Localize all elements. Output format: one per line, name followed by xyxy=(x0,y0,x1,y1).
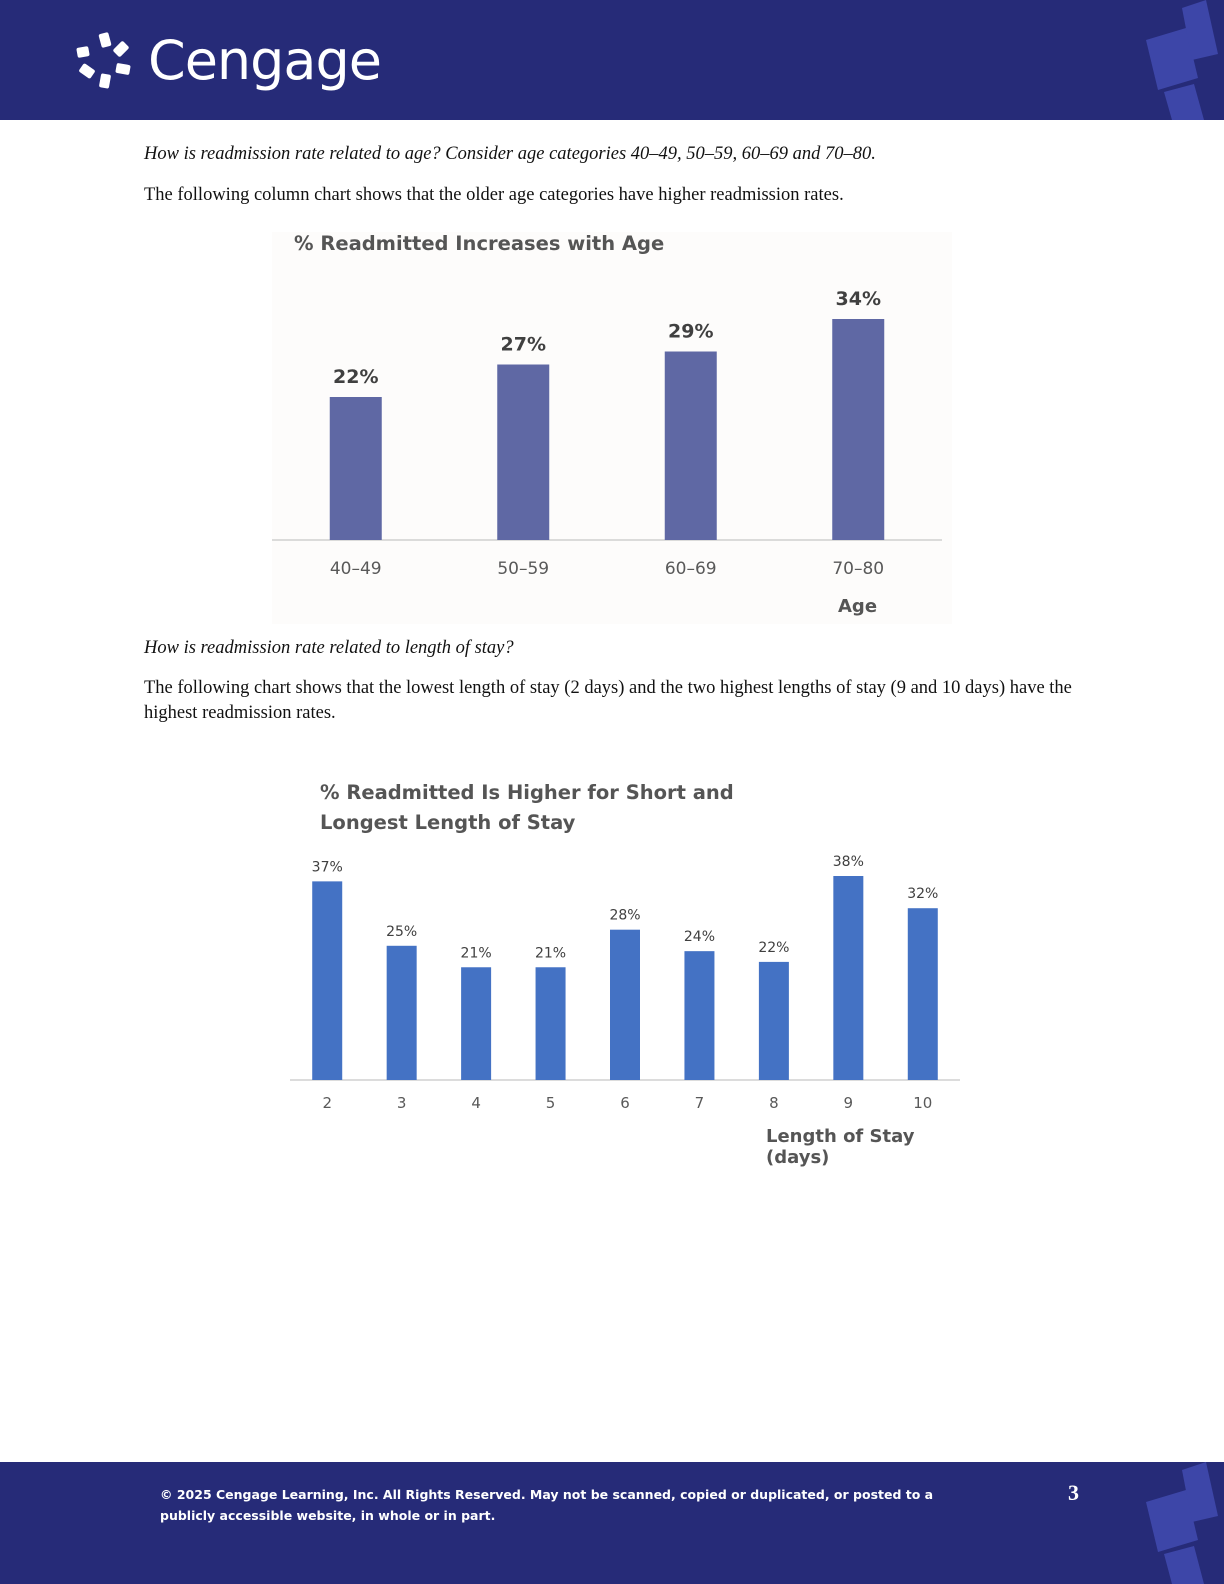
question-age: How is readmission rate related to age? Consider age categories 40–49, 50–59, 60–69 and 70–80. xyxy=(144,144,876,164)
page-number: 3 xyxy=(1068,1480,1079,1505)
tick-label: 4 xyxy=(471,1094,481,1112)
chart-title: % Readmitted Increases with Age xyxy=(294,232,665,255)
bar xyxy=(684,951,714,1080)
data-label: 37% xyxy=(311,859,343,876)
tick-label: 8 xyxy=(769,1094,779,1112)
tick-label: 7 xyxy=(694,1094,705,1112)
data-label: 21% xyxy=(534,945,567,962)
bar xyxy=(759,962,789,1080)
bar xyxy=(387,946,417,1080)
bar xyxy=(536,967,566,1080)
data-label: 22% xyxy=(758,939,790,956)
page-footer xyxy=(0,1462,1224,1584)
tick-label: 5 xyxy=(545,1094,556,1112)
age-chart xyxy=(272,232,952,624)
cengage-logo xyxy=(74,30,381,92)
tick-label: 50–59 xyxy=(497,559,550,579)
page-header xyxy=(0,0,1224,120)
bar xyxy=(461,967,491,1080)
brand-name: Cengage xyxy=(148,29,382,92)
bar xyxy=(833,876,863,1080)
data-label: 24% xyxy=(683,929,716,946)
bar xyxy=(832,319,884,540)
answer-length-of-stay: The following chart shows that the lowest length of stay (2 days) and the two highest lengths of stay (9 and 10 days) have the highest readmission rates. xyxy=(144,678,1072,723)
data-label: 25% xyxy=(386,923,418,940)
data-label: 34% xyxy=(835,288,881,310)
bar xyxy=(610,930,640,1080)
x-axis-label: Age xyxy=(838,596,878,617)
bar xyxy=(497,365,549,541)
decorative-shape-icon xyxy=(1134,1462,1224,1584)
tick-label: 40–49 xyxy=(329,559,382,579)
answer-age: The following column chart shows that the older age categories have higher readmission rates. xyxy=(144,185,844,205)
data-label: 22% xyxy=(333,366,379,388)
length-of-stay-chart-plot xyxy=(290,770,980,1170)
question-length-of-stay: How is readmission rate related to length of stay? xyxy=(144,638,514,658)
tick-label: 6 xyxy=(620,1094,630,1112)
tick-label: 3 xyxy=(396,1094,407,1112)
data-label: 21% xyxy=(460,945,492,962)
bar xyxy=(908,908,938,1080)
bar xyxy=(330,397,382,540)
tick-label: 10 xyxy=(913,1094,933,1112)
length-of-stay-chart xyxy=(290,770,980,1170)
tick-label: 2 xyxy=(322,1094,332,1112)
data-label: 28% xyxy=(609,907,641,924)
decorative-shape-icon xyxy=(1134,0,1224,120)
bar xyxy=(312,881,342,1080)
data-label: 32% xyxy=(907,886,939,903)
bar xyxy=(665,352,717,541)
tick-label: 9 xyxy=(843,1094,854,1112)
copyright-notice: © 2025 Cengage Learning, Inc. All Rights Reserved. May not be scanned, copied or duplicated, or posted to a publicly accessible website, in whole or in part. xyxy=(160,1487,934,1523)
age-chart-plot xyxy=(272,232,952,624)
data-label: 29% xyxy=(668,320,714,343)
data-label: 27% xyxy=(500,333,546,356)
chart-title: % Readmitted Is Higher for Short and Longest Length of Stay xyxy=(320,781,734,834)
tick-label: 60–69 xyxy=(664,559,717,579)
x-axis-label: Length of Stay (days) xyxy=(766,1126,915,1168)
cengage-logo-icon xyxy=(74,30,136,92)
data-label: 38% xyxy=(832,854,864,870)
tick-label: 70–80 xyxy=(832,559,885,579)
